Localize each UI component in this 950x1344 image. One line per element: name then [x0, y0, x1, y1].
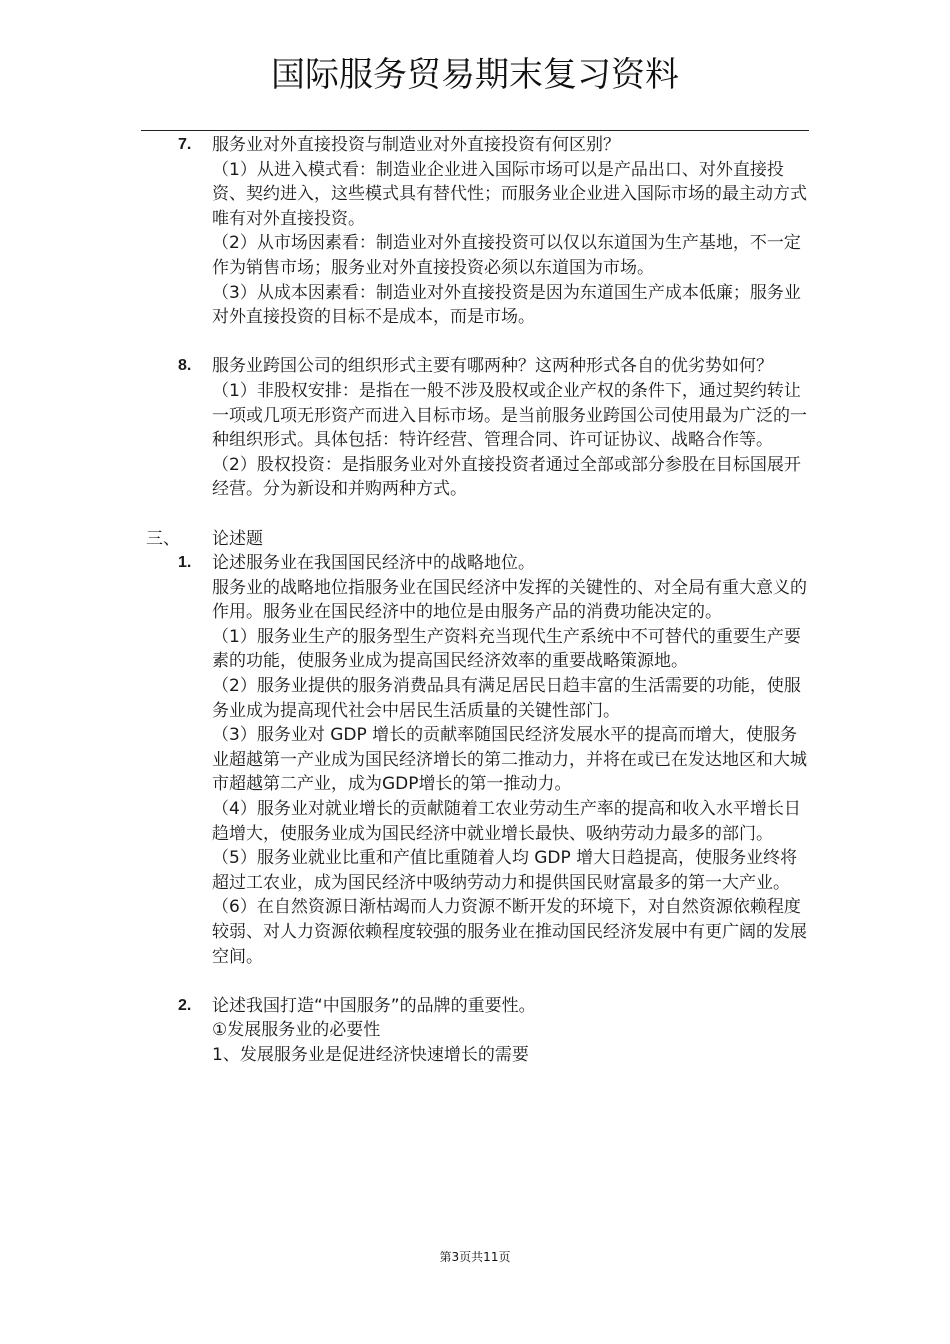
spacer — [0, 502, 950, 527]
document-title: 国际服务贸易期末复习资料 — [271, 55, 679, 95]
question-number: 7. — [178, 136, 192, 153]
answer-paragraph: （2）从市场因素看：制造业对外直接投资可以仅以东道国为生产基地，不一定作为销售市场；服务业对外直接投资必须以东道国为市场。 — [212, 233, 801, 278]
answer-paragraph: （3）从成本因素看：制造业对外直接投资是因为东道国生产成本低廉；服务业对外直接投资的目标不是成本，而是市场。 — [212, 282, 801, 328]
answer-paragraph: （2）股权投资：是指服务业对外直接投资者通过全部或部分参股在目标国展开经营。分为新设和并购两种方式。 — [212, 454, 801, 500]
question-number: 1. — [178, 554, 192, 572]
answer-paragraph: （1）非股权安排：是指在一般不涉及股权或企业产权的条件下，通过契约转让一项或几项无形资产而进入目标市场。是当前服务业跨国公司使用最为广泛的一种组织形式。具体包括：特许经营、管理合同、许可证协议、战略合作等。 — [212, 380, 807, 451]
answer-paragraph: （5）服务业就业比重和产值比重随着人均 GDP 增大日趋提高，使服务业终将超过工农业，成为国民经济中吸纳劳动力和提供国民财富最多的第一大产业。 — [212, 848, 798, 893]
section-title: 论述题 — [212, 528, 263, 549]
document-body — [0, 133, 950, 1068]
sub-heading: ①发展服务业的必要性 — [212, 1020, 381, 1041]
answer-paragraph: （3）服务业对 GDP 增长的贡献率随国民经济发展水平的提高而增大，使服务业超越第一产业成为国民经济增长的第二推动力，并将在或已在发达地区和大城市超越第二产业，成为GDP增长的第一推动力。 — [212, 725, 807, 795]
essay-question-1 — [0, 551, 950, 969]
question-number: 2. — [178, 996, 192, 1014]
question-text: 论述我国打造“中国服务”的品牌的重要性。 — [212, 995, 536, 1016]
section-heading — [0, 527, 950, 552]
header-rule — [141, 130, 809, 131]
spacer — [0, 330, 950, 355]
answer-paragraph: （6）在自然资源日渐枯竭而人力资源不断开发的环境下，对自然资源依赖程度较弱、对人力资源依赖程度较强的服务业在推动国民经济发展中有更广阔的发展空间。 — [212, 897, 807, 967]
sub-heading: 1、发展服务业是促进经济快速增长的需要 — [212, 1044, 529, 1065]
section-number: 三、 — [146, 528, 180, 549]
answer-paragraph: （1）从进入模式看：制造业企业进入国际市场可以是产品出口、对外直接投资、契约进入，这些模式具有替代性；而服务业企业进入国际市场的最主动方式唯有对外直接投资。 — [212, 159, 807, 229]
question-number: 8. — [178, 357, 192, 375]
question-text: 论述服务业在我国国民经济中的战略地位。 — [212, 553, 535, 574]
intro-paragraph: 服务业的战略地位指服务业在国民经济中发挥的关键性的、对全局有重大意义的作用。服务业在国民经济中的地位是由服务产品的消费功能决定的。 — [212, 577, 807, 623]
essay-question-2 — [0, 994, 950, 1068]
answer-paragraph: （2）服务业提供的服务消费品具有满足居民日趋丰富的生活需要的功能，使服务业成为提高现代社会中居民生活质量的关键性部门。 — [212, 676, 801, 721]
question-8 — [0, 354, 950, 502]
answer-paragraph: （4）服务业对就业增长的贡献随着工农业劳动生产率的提高和收入水平增长日趋增大，使服务业成为国民经济中就业增长最快、吸纳劳动力最多的部门。 — [212, 799, 801, 844]
question-text: 服务业跨国公司的组织形式主要有哪两种？这两种形式各自的优劣势如何？ — [212, 356, 773, 377]
page-footer: 第3页共11页 — [439, 1250, 511, 1264]
question-text: 服务业对外直接投资与制造业对外直接投资有何区别？ — [212, 135, 620, 155]
question-7 — [0, 133, 950, 330]
spacer — [0, 969, 950, 994]
answer-paragraph: （1）服务业生产的服务型生产资料充当现代生产系统中不可替代的重要生产要素的功能，使服务业成为提高国民经济效率的重要战略策源地。 — [212, 626, 801, 672]
